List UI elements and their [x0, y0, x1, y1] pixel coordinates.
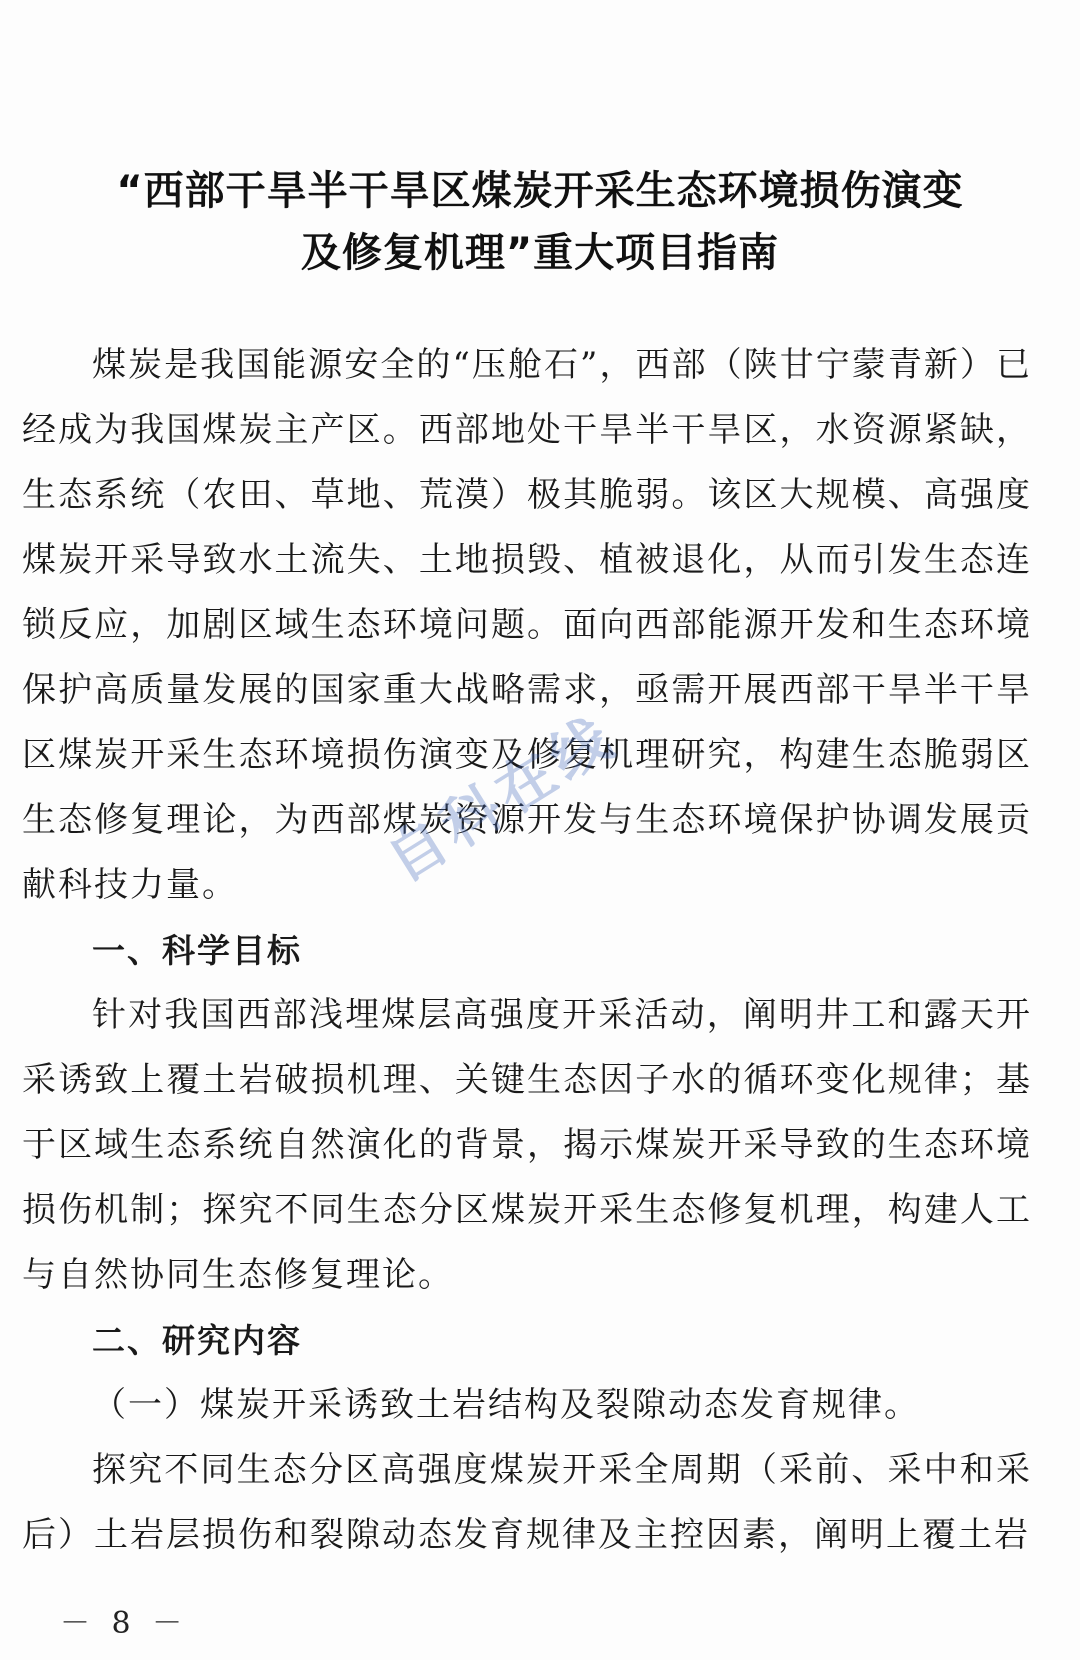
title-line-1: “西部干旱半干旱区煤炭开采生态环境损伤演变: [116, 168, 964, 214]
page-number: － 8 －: [60, 1606, 189, 1641]
goals-paragraph: 针对我国西部浅埋煤层高强度开采活动，阐明井工和露天开采诱致上覆土岩破损机理、关键生态因子水的循环变化规律；基于区域生态系统自然演化的背景，揭示煤炭开采导致的生态环境损伤机制；探究不同生态分区煤炭开采生态修复机理，构建人工与自然协同生态修复理论。: [22, 995, 1032, 1295]
title-line-2: 及修复机理”重大项目指南: [300, 230, 780, 276]
section-heading-content: 二、研究内容: [92, 1321, 302, 1360]
watermark: 自科在线: [374, 701, 628, 896]
subsection-heading-1: （一）煤炭开采诱致土岩结构及裂隙动态发育规律。: [92, 1385, 920, 1425]
intro-paragraph: 煤炭是我国能源安全的“压舱石”，西部（陕甘宁蒙青新）已经成为我国煤炭主产区。西部地处干旱半干旱区，水资源紧缺，生态系统（农田、草地、荒漠）极其脆弱。该区大规模、高强度煤炭开采导致水土流失、土地损毁、植被退化，从而引发生态连锁反应，加剧区域生态环境问题。面向西部能源开发和生态环境保护高质量发展的国家重大战略需求，亟需开展西部干旱半干旱区煤炭开采生态环境损伤演变及修复机理研究，构建生态脆弱区生态修复理论，为西部煤炭资源开发与生态环境保护协调发展贡献科技力量。: [22, 345, 1032, 905]
document-body: [22, 333, 1032, 1568]
subsection-paragraph-1: 探究不同生态分区高强度煤炭开采全周期（采前、采中和采后）土岩层损伤和裂隙动态发育规律及主控因素，阐明上覆土岩: [22, 1450, 1032, 1555]
section-heading-goals: 一、科学目标: [92, 931, 302, 970]
document-title: [0, 160, 1080, 284]
